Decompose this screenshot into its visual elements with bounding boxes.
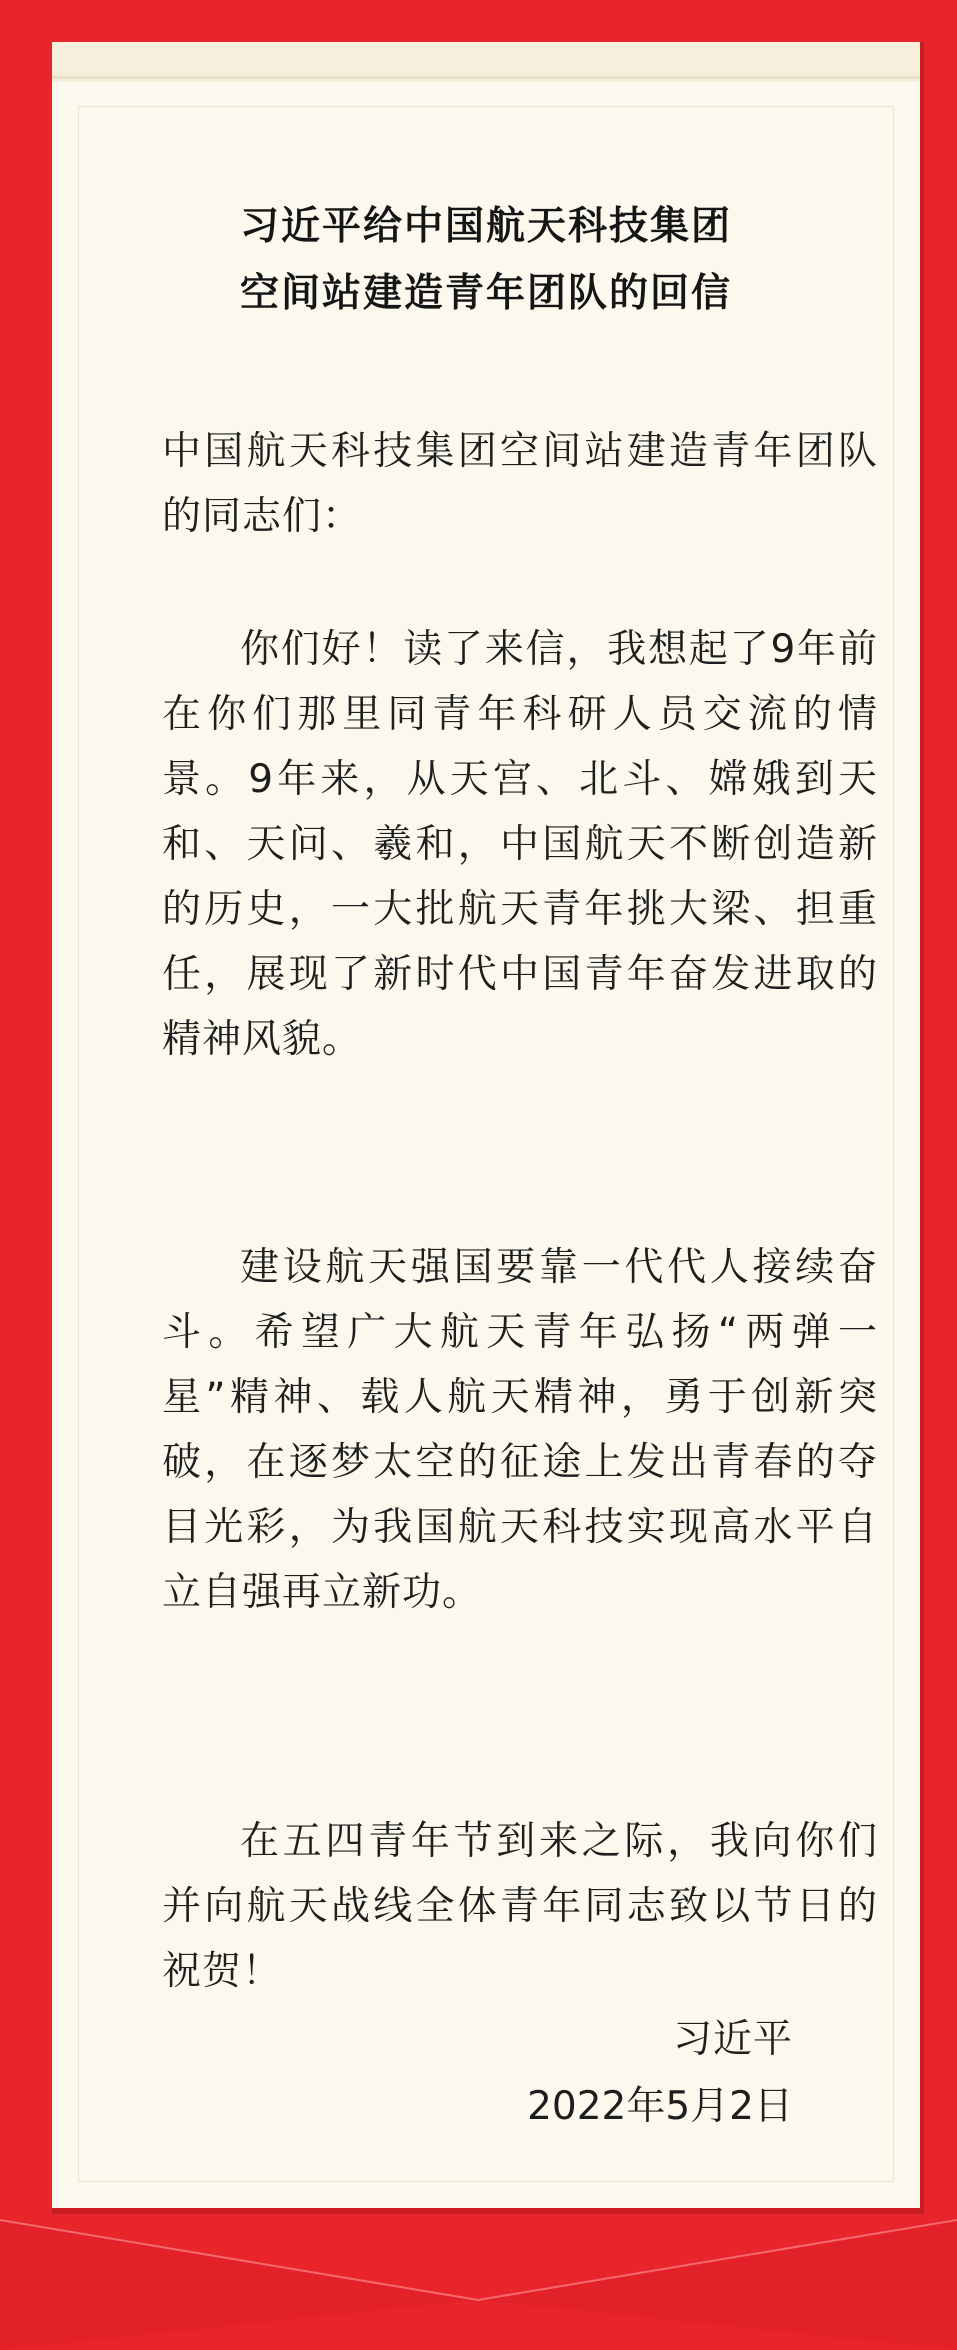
letter-paper [52,42,920,2208]
letter-salutation: 中国航天科技集团空间站建造青年团队的同志们： [162,429,878,539]
letter-signature: 习近平 [672,2017,793,2062]
letter-paragraph-3: 在五四青年节到来之际，我向你们并向航天战线全体青年同志致以节日的祝贺！ [162,1819,878,1994]
ribbon-fold-right [478,2218,957,2350]
ribbon-fold-left [0,2218,478,2350]
paper-top-edge [52,76,920,79]
letter-title-line-2: 空间站建造青年团队的回信 [239,271,732,316]
letter-date: 2022年5月2日 [527,2084,793,2129]
letter-paragraph-1: 你们好！读了来信，我想起了9年前在你们那里同青年科研人员交流的情景。9年来，从天宫、北斗、嫦娥到天和、天问、羲和，中国航天不断创造新的历史，一大批航天青年挑大梁、担重任，展现了新时代中国青年奋发进取的精神风貌。 [162,627,878,1062]
letter-title-line-1: 习近平给中国航天科技集团 [239,204,732,249]
bottom-ribbon-decoration [0,2200,957,2350]
letter-paragraph-2: 建设航天强国要靠一代代人接续奋斗。希望广大航天青年弘扬“两弹一星”精神、载人航天精神，勇于创新突破，在逐梦太空的征途上发出青春的夺目光彩，为我国航天科技实现高水平自立自强再立新功。 [162,1245,878,1615]
